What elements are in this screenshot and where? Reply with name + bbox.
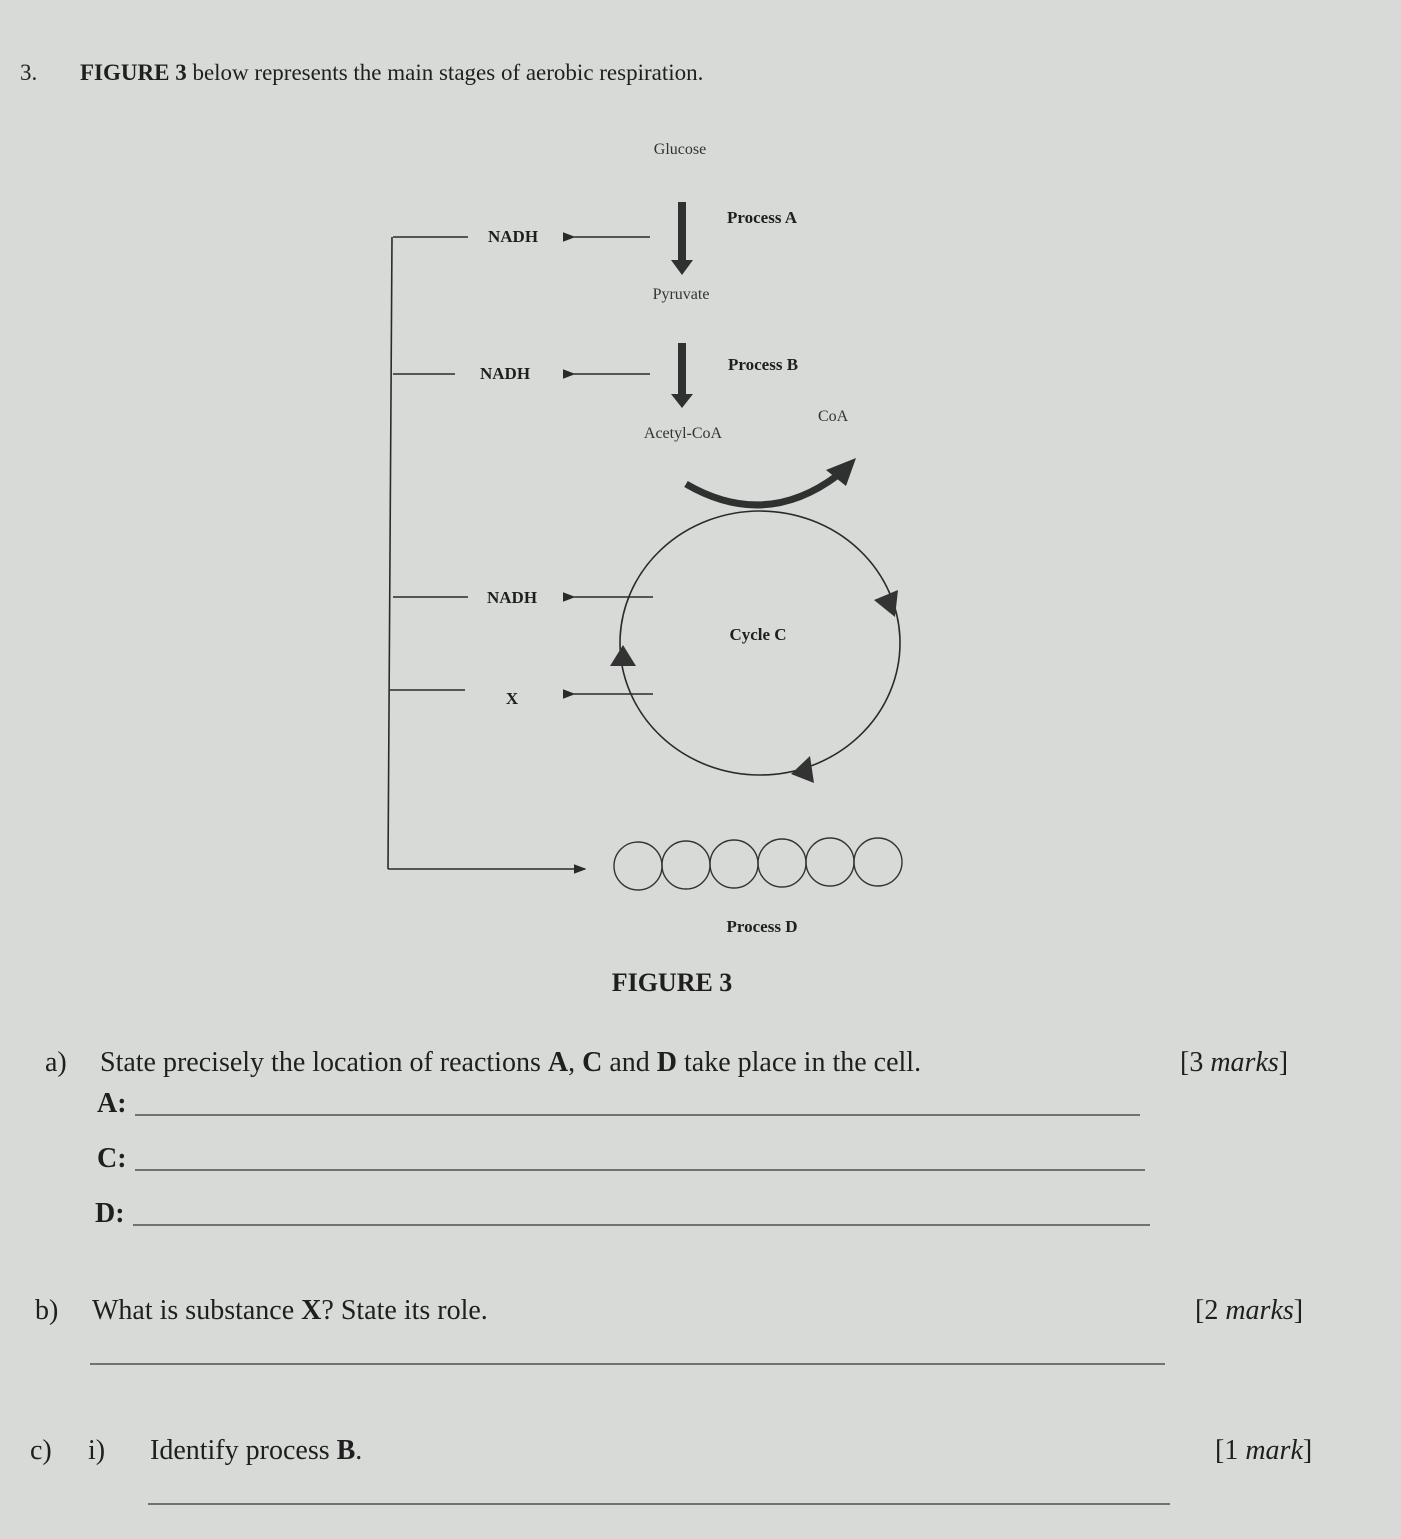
- question-part-b: [35, 1295, 1303, 1364]
- process-b-label: Process B: [728, 355, 799, 374]
- nadh-label-1: NADH: [488, 227, 539, 246]
- respiration-diagram: [388, 141, 902, 997]
- process-a-label: Process A: [727, 208, 798, 227]
- x-label: X: [505, 689, 519, 708]
- process-d-label: Process D: [726, 917, 798, 936]
- answer-label-c: C:: [97, 1143, 127, 1174]
- part-b-label: b): [35, 1295, 59, 1326]
- pyruvate-label: Pyruvate: [652, 286, 710, 303]
- coa-label: CoA: [818, 408, 849, 425]
- coa-curved-arrow: [686, 458, 856, 505]
- process-a-arrow: [671, 202, 693, 275]
- acetyl-coa-label: Acetyl-CoA: [643, 425, 723, 442]
- part-a-marks: [3 marks]: [1180, 1047, 1289, 1078]
- part-b-marks: [2 marks]: [1195, 1295, 1304, 1326]
- part-b-text: What is substance X? State its role.: [92, 1295, 488, 1326]
- part-c-label: c): [30, 1435, 52, 1466]
- part-a-text: State precisely the location of reactions A, C and D take place in the cell.: [100, 1047, 922, 1078]
- question-part-a: [45, 1047, 1288, 1229]
- cycle-arrowhead-right: [874, 590, 898, 617]
- answer-label-d: D:: [95, 1198, 125, 1229]
- cycle-arrowhead-bottom: [791, 756, 814, 783]
- process-b-arrow: [671, 343, 693, 408]
- nadh-label-3: NADH: [487, 588, 538, 607]
- cycle-arrowhead-left: [610, 645, 636, 666]
- question-part-c: [30, 1435, 1312, 1504]
- figure-caption: FIGURE 3: [611, 968, 733, 997]
- part-c-sub-label: i): [88, 1435, 106, 1466]
- glucose-label: Glucose: [653, 141, 707, 158]
- nadh-label-2: NADH: [480, 364, 531, 383]
- question-number: 3.: [20, 60, 38, 85]
- part-c-marks: [1 mark]: [1215, 1435, 1313, 1466]
- question-intro: FIGURE 3 below represents the main stages of aerobic respiration.: [80, 60, 704, 85]
- part-a-label: a): [45, 1047, 67, 1078]
- vertical-connector: [388, 237, 392, 869]
- answer-label-a: A:: [97, 1088, 127, 1119]
- part-c-text: Identify process B.: [150, 1435, 363, 1466]
- cycle-c-label: Cycle C: [729, 625, 787, 644]
- electron-transport-chain: [614, 838, 902, 890]
